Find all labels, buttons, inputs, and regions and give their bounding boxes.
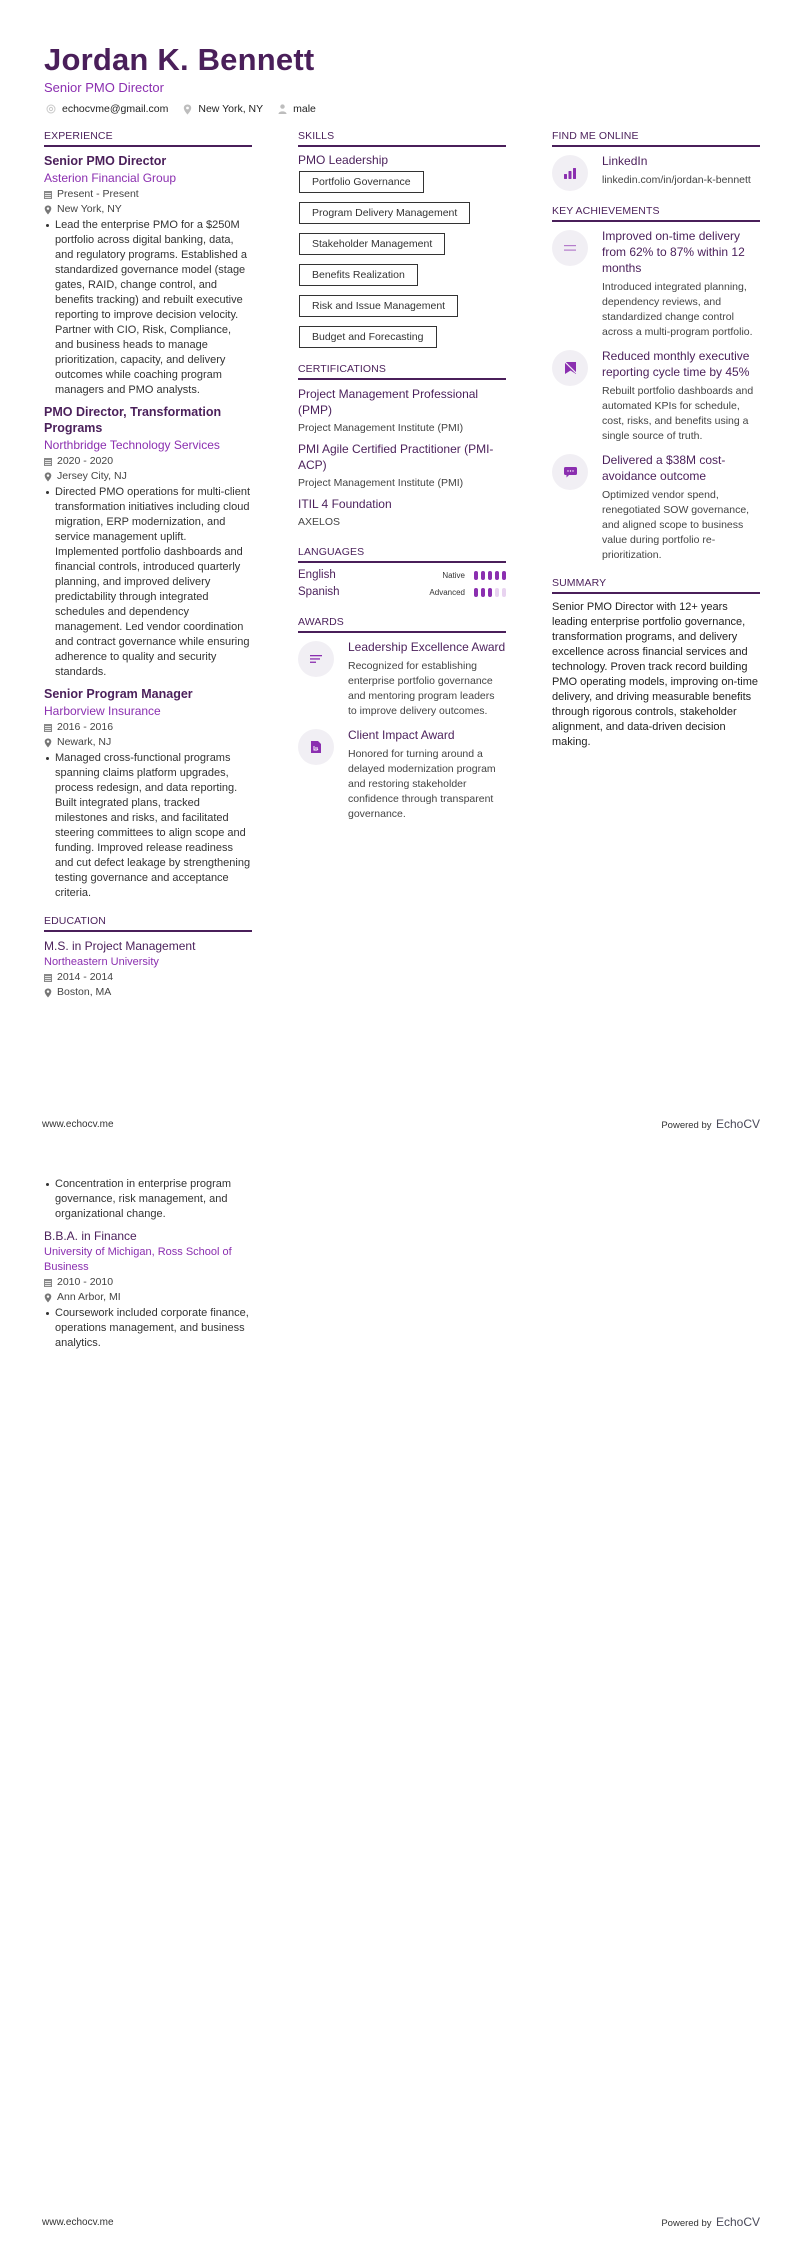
achievement-entry [552,348,760,444]
online-url[interactable]: linkedin.com/in/jordan-k-bennett [602,174,751,186]
job-company: Asterion Financial Group [44,171,177,185]
award-entry [298,727,506,822]
award-description: Honored for turning around a delayed modernization program and restoring stakeholder confidence through transparent governance. [348,748,496,820]
footer-site-link[interactable]: www.echocv.me [42,2216,114,2228]
edu-location: Ann Arbor, MI [44,1290,252,1305]
contact-email-text: echocvme@gmail.com [62,103,169,115]
language-name: Spanish [298,586,340,598]
achievement-title: Reduced monthly executive reporting cycle time by 45% [602,349,750,379]
job-location: Jersey City, NJ [44,469,252,484]
contact-location-text: New York, NY [198,103,264,115]
calendar-icon [44,1278,52,1287]
job-title: PMO Director, Transformation Programs [44,405,222,435]
languages-heading: LANGUAGES [298,546,506,563]
rating-dot-filled [502,571,506,580]
award-entry [298,639,506,719]
cert-name: Project Management Professional (PMP) [298,387,479,417]
edu-location: Boston, MA [44,985,252,1000]
job-bullets [44,485,252,680]
footer-powered: Powered by EchoCV [661,1117,760,1131]
location-pin-icon [44,1293,52,1303]
calendar-icon [44,190,52,199]
language-rating [471,571,506,580]
contact-location [180,103,263,115]
lines-icon [298,641,334,677]
rating-dot-filled [488,571,492,580]
footer-brand[interactable]: EchoCV [715,2215,760,2229]
calendar-icon [44,457,52,466]
skill-tag: Stakeholder Management [299,233,445,255]
footer-brand[interactable]: EchoCV [715,1117,760,1131]
language-rating [471,588,506,597]
awards-heading: AWARDS [298,616,506,633]
edu-bullets [44,1177,252,1222]
edu-school: Northeastern University [44,956,159,968]
job-location: Newark, NJ [44,735,252,750]
summary-heading: SUMMARY [552,577,760,594]
edu-school: University of Michigan, Ross School of Business [44,1246,232,1273]
edu-degree: M.S. in Project Management [44,939,196,953]
left-column [44,130,252,1000]
candidate-title: Senior PMO Director [44,80,164,95]
skills-list [298,171,506,357]
calendar-icon [44,973,52,982]
skill-tag: Risk and Issue Management [299,295,458,317]
contact-gender-text: male [293,103,316,115]
certification-entry [298,386,506,436]
footer-site-link[interactable]: www.echocv.me [42,1118,114,1130]
language-level: Advanced [429,587,465,597]
education-heading: EDUCATION [44,915,252,932]
location-pin-icon [44,472,52,482]
edu-bullets [44,1306,252,1351]
equals-icon [552,230,588,266]
rating-dot-filled [481,588,485,597]
contact-email [44,103,168,115]
achievement-entry [552,228,760,340]
experience-heading: EXPERIENCE [44,130,252,147]
certification-entry [298,496,506,530]
skill-tag: Portfolio Governance [299,171,424,193]
job-bullets [44,751,252,901]
job-dates: 2016 - 2016 [44,720,252,735]
language-name: English [298,569,336,581]
bar-chart-icon [552,155,588,191]
rating-dot-filled [481,571,485,580]
summary-text: Senior PMO Director with 12+ years leading enterprise portfolio governance, transformation programs, and delivery excellence across financial services and technology. Proven track record building PMO operating models, improving on-time delivery, and driving measurable benefits through rigorous controls, stakeholder alignment, and data-driven decision making. [552,601,759,748]
achievements-heading: KEY ACHIEVEMENTS [552,205,760,222]
achievement-description: Introduced integrated planning, dependency reviews, and standardized change control across a multi-program portfolio. [602,281,753,338]
skill-tag: Budget and Forecasting [299,326,437,348]
cert-name: ITIL 4 Foundation [298,497,392,511]
language-entry [298,586,506,598]
award-description: Recognized for establishing enterprise portfolio governance and mentoring program leaders to improve delivery outcomes. [348,660,495,717]
skills-heading: SKILLS [298,130,506,147]
location-pin-icon [44,205,52,215]
job-entry [44,153,252,398]
language-entry [298,569,506,581]
resume-page-2 [0,1123,794,2246]
online-title: LinkedIn [602,154,648,168]
award-title: Client Impact Award [348,728,455,742]
online-entry[interactable] [552,153,760,191]
award-title: Leadership Excellence Award [348,640,506,654]
edu-bullet: Concentration in enterprise program governance, risk management, and organizational change. [44,1177,252,1222]
contact-row [44,103,328,115]
job-bullet: Managed cross-functional programs spanning claims platform upgrades, process redesign, and data reporting. Built integrated plans, tracked milestones and risks, and facilitated steering committees to align scope and funding. Improved release readiness and cut defect leakage by strengthening testing governance and acceptance criteria. [44,751,252,901]
at-icon [46,104,56,114]
rating-dot-filled [495,571,499,580]
footer-powered: Powered by EchoCV [661,2215,760,2229]
location-pin-icon [44,988,52,998]
chat-bubble-icon [552,454,588,490]
skill-group-title: PMO Leadership [298,153,389,167]
job-title: Senior Program Manager [44,687,193,701]
certification-entry [298,441,506,491]
resume-header [44,42,328,115]
achievement-description: Rebuilt portfolio dashboards and automated KPIs for schedule, cost, risks, and benefits using a single source of truth. [602,385,754,442]
left-column-continued [44,1176,252,1351]
rating-dot-filled [474,571,478,580]
achievement-title: Improved on-time delivery from 62% to 87% within 12 months [602,229,745,275]
job-location: New York, NY [44,202,252,217]
job-entry [44,404,252,680]
job-dates: Present - Present [44,187,252,202]
cert-issuer: Project Management Institute (PMI) [298,477,464,489]
education-entry [44,938,252,1000]
rating-dot-filled [488,588,492,597]
job-dates: 2020 - 2020 [44,454,252,469]
skill-tag: Benefits Realization [299,264,418,286]
job-company: Northbridge Technology Services [44,438,220,452]
edu-degree: B.B.A. in Finance [44,1229,137,1243]
job-title: Senior PMO Director [44,154,167,168]
education-entry [44,1228,252,1351]
online-heading: FIND ME ONLINE [552,130,760,147]
bookmark-off-icon [552,350,588,386]
cert-name: PMI Agile Certified Practitioner (PMI-ACP) [298,442,494,472]
certifications-heading: CERTIFICATIONS [298,363,506,380]
location-pin-icon [44,738,52,748]
rating-dot-empty [495,588,499,597]
job-company: Harborview Insurance [44,704,161,718]
edu-dates: 2010 - 2010 [44,1275,252,1290]
skill-tag: Program Delivery Management [299,202,470,224]
achievement-description: Optimized vendor spend, renegotiated SOW governance, and aligned scope to business value during portfolio re-prioritization. [602,489,750,561]
achievement-title: Delivered a $38M cost-avoidance outcome [602,453,726,483]
achievement-entry [552,452,760,563]
edu-dates: 2014 - 2014 [44,970,252,985]
job-bullets [44,218,252,398]
contact-gender [275,103,316,115]
person-icon [277,104,287,114]
job-bullet: Directed PMO operations for multi-client transformation initiatives including cloud migration, ERP modernization, and service management uplift. Implemented portfolio dashboards and financial controls, introduced quarterly planning, and improved delivery predictability through integrated schedules and dependency management. Led vendor coordination and contract governance while ensuring adherence to quality and security standards. [44,485,252,680]
calendar-icon [44,723,52,732]
middle-column [298,130,506,830]
page-footer [42,2213,760,2231]
candidate-name: Jordan K. Bennett [44,42,315,77]
job-entry [44,686,252,901]
edu-bullet: Coursework included corporate finance, operations management, and business analytics. [44,1306,252,1351]
cert-issuer: AXELOS [298,516,341,528]
location-pin-icon [182,104,192,114]
language-level: Native [442,570,465,580]
right-column [552,130,760,750]
rating-dot-filled [474,588,478,597]
cert-issuer: Project Management Institute (PMI) [298,422,464,434]
rating-dot-empty [502,588,506,597]
job-bullet: Lead the enterprise PMO for a $250M portfolio across digital banking, data, and regulatory programs. Established a standardized governance model (stage gates, RAID, change control, and benefits tracking) and rebuilt executive reporting to improve decision velocity. Partner with CIO, Risk, Compliance, and business heads to manage prioritization, capacity, and delivery outcomes while coaching program managers and PMO analysts. [44,218,252,398]
document-icon [298,729,334,765]
